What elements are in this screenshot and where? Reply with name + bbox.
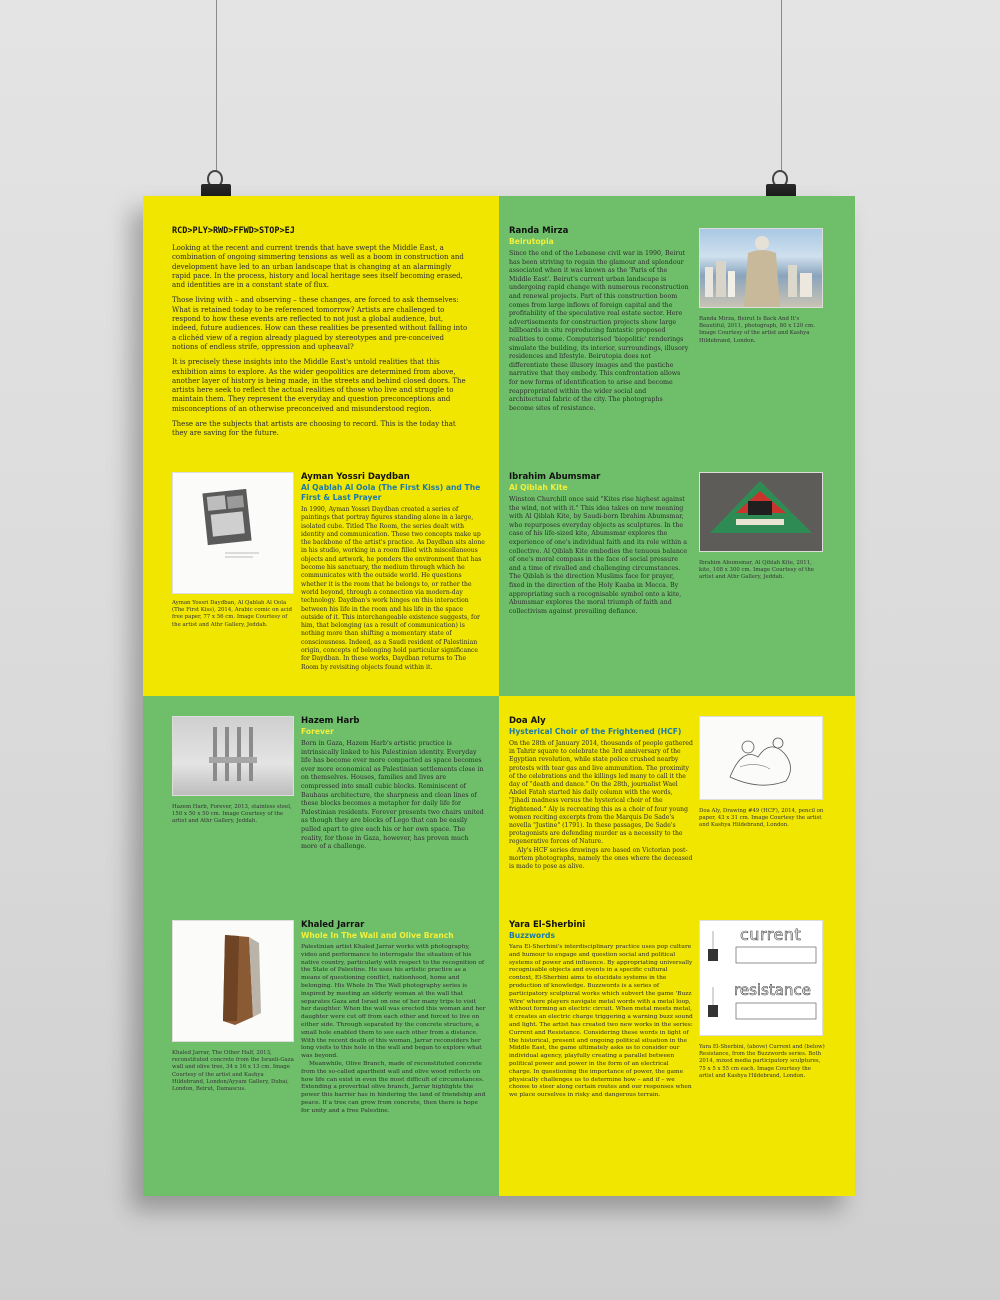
right-hanging-wire <box>781 0 782 172</box>
artwork-title: Beirutopia <box>509 237 554 246</box>
artist-name: Yara El-Sherbini <box>509 920 586 930</box>
artist-name: Randa Mirza <box>509 226 569 236</box>
artist-name: Ibrahim Abumsmar <box>509 472 601 482</box>
artist-name: Ayman Yossri Daydban <box>301 472 410 482</box>
intro-paragraph-4: These are the subjects that artists are choosing to record. This is the today that they are saving for the future. <box>172 420 456 438</box>
panel-yara-el-sherbini <box>499 906 855 1196</box>
artist-description: Palestinian artist Khaled Jarrar works with photography, video and performance to interrogate the situation of his native country, particularly with respect to the recognition of the State of Palestine. He uses his artistic practice as a means of questioning conflict, nationhood, home and belonging. His Whole In The Wall photography series is inspired by meeting an elderly woman at the wall that separates Gaza and Israel on one of her many trips to visit her daughter. When the wall was erected this woman and her daughter were cut off from each other and forced to live on either side. Through separated by the concrete structure, a small hole enabled them to see each other from a distance. With the recent death of this woman, Jarrar reconsiders her long visits to this hole in the wall and began to explore what was beyond. <box>301 944 486 1060</box>
artist-name: Hazem Harb <box>301 716 360 726</box>
artwork-title: Whole In The Wall and Olive Branch <box>301 931 454 940</box>
panel-randa-mirza <box>499 196 855 446</box>
artwork-image-hcf-drawing <box>699 716 823 800</box>
artwork-caption: Hazem Harb, Forever, 2013, stainless steel, 150 x 50 x 50 cm. Image Courtesy of the artist and Athr Gallery, Jeddah. <box>172 804 292 825</box>
artwork-title: Hysterical Choir of the Frightened (HCF) <box>509 727 682 736</box>
intro-paragraph-3: It is precisely these insights into the Middle East's untold realities that this exhibition aims to explore. As the wider geopolitics are determined from above, another layer of history is being made, in the streets and behind closed doors. The artists here seek to reflect the actual realities of those who live and struggle to maintain them. They represent the everyday and question preconceptions and misconceptions of an otherwise preconceived and misunderstood region. <box>172 358 466 413</box>
panel-khaled-jarrar <box>143 906 499 1196</box>
artwork-image-qiblah-kite <box>699 472 823 552</box>
artist-description: Yara El-Sherbini's interdisciplinary practice uses pop culture and humour to engage and question social and political systems of power and influence. By appropriating universally recognisable objects and events in a specific cultural context, El-Sherbini aims to elucidate systems in the production of knowledge. Buzzwords is a series of participatory sculptural works which subvert the game 'Buzz Wire' where players navigate metal words with a metal loop, without forming an electric circuit. When metal meets metal, it creates an electric charge triggering a warning buzz sound and light. The artist has created two new works in the series: Current and Resistance. Considering these words in light of the historical, present and ongoing political situation in the Middle East, the game ultimately asks us to consider our individual agency, playfully creating a parallel between political power and power in the form of an electrical charge. In questioning the importance of power, the game physically challenges us to determine how – and if – we choose to steer along certain routes and our responses when we place ourselves in risky and dangerous terrain. <box>509 944 693 1099</box>
intro-paragraph-2: Those living with – and observing – these changes, are forced to ask themselves: What is retained today to be referenced tomorrow? Artists are challenged to respond to how these events are reflected to not just a global audience, but, indeed, future audiences. How can these realities be presented without falling into a clichéd view of a region already plagued by stereotypes and pre-conceived notions of endless strife, oppression and upheaval? <box>172 296 468 351</box>
left-hanging-wire <box>216 0 217 172</box>
artwork-image-first-kiss <box>172 472 294 594</box>
artwork-caption: Ibrahim Abumsmar, Al Qiblah Kite, 2011, kite, 108 x 300 cm. Image Courtesy of the artist and Athr Gallery, Jeddah. <box>699 560 814 581</box>
artwork-caption: Yara El-Sherbini, (above) Current and (below) Resistance, from the Buzzwords series. Both 2014, mixed media participatory sculptures, 75 x 5 x 55 cm each. Image Courtesy the artist and Kashya Hildebrand, London. <box>699 1044 825 1079</box>
artist-description: Born in Gaza, Hazem Harb's artistic practice is intrinsically linked to his Palestinian identity. Everyday life has become ever more compacted as space becomes ever more economical as Palestinian settlements close in on themselves. Houses, families and lives are compressed into small cubic blocks. Reminiscent of Bauhaus architecture, the sharpness and clean lines of these blocks becomes a metaphor for daily life for Palestinian residents. Forever presents two chairs united as though they are blocks of Lego that can be easily pulled apart to give each his or her own space. The reality, for those in Gaza, however, has proven much more of a challenge. <box>301 740 484 851</box>
artwork-image-the-other-half <box>172 920 294 1042</box>
artwork-caption: Khaled Jarrar, The Other Half, 2013, reconstituted concrete from the Israeli-Gaza wall and olive tree, 34 x 16 x 13 cm. Image Courtesy of the artist and Kashya Hildebrand, London/Ayyam Gallery, Dubai, London, Beirut, Damascus. <box>172 1050 294 1093</box>
artwork-image-beirutopia <box>699 228 823 308</box>
artist-description: Winston Churchill once said "Kites rise highest against the wind, not with it." This idea takes on new meaning with Al Qiblah Kite, by Saudi-born Ibrahim Abumsmar, who repurposes everyday objects as sculptures. In the case of his life-sized kite, Abumsmar explores the experience of one's individual faith and its role within a collective. Al Qiblah Kite embodies the tenuous balance of one's moral compass in the face of social pressure and a time of rivalled and challenging circumstances. The Qiblah is the direction Muslims face for prayer, fixed in the direction of the Holy Kaaba in Mecca. By appropriating such a recognisable symbol onto a kite, Abumsmar explores the moral triumph of faith and collectivism against prevailing defiance. <box>509 496 688 615</box>
artist-description-continued: Aly's HCF series drawings are based on Victorian post-mortem photographs, namely the ones where the deceased is made to pose as alive. <box>509 846 693 871</box>
artwork-image-buzzwords <box>699 920 823 1036</box>
artwork-title: Buzzwords <box>509 931 555 940</box>
artist-name: Doa Aly <box>509 716 546 726</box>
artist-description: On the 28th of January 2014, thousands of people gathered in Tahrir square to celebrate the 3rd anniversary of the Egyptian revolution, while state police crushed nearby protests with tear gas and live ammunition. The proximity of the celebrations and the killings led many to call it the day of "death and dance." On the 28th, journalist Wael Abdel Fatah started his daily column with the words, "Jihadi madness versus the hysterical choir of the frightened." Aly is recreating this as a choir of four young women reciting excerpts from the Marquis De Sade's novella "Justine" (1791). In these passages, De Sade's protagonists are defending murder as a necessity to the regenerative forces of Nature. <box>509 740 693 846</box>
artist-description-continued: Meanwhile, Olive Branch, made of reconstituted concrete from the so-called apartheid wall and olive wood reflects on how life can exist in even the most difficult of circumstances. Extending a proverbial olive branch, Jarrar highlights the power this barrier has in hindering the land of friendship and peace. If a tree can grow from concrete, then there is hope for unity and a free Palestine. <box>301 1060 486 1114</box>
artwork-caption: Doa Aly, Drawing #49 (HCF), 2014, pencil on paper, 43 x 31 cm. Image Courtesy the artist and Kashya Hildebrand, London. <box>699 808 824 829</box>
artist-description: Since the end of the Lebanese civil war in 1990, Beirut has been striving to regain the glamour and splendour associated when it was known as the 'Paris of the Middle East'. Beirut's current urban landscape is undergoing rapid change with numerous reconstruction and renewal projects. Part of this construction boom comes from large inflows of foreign capital and the profitability of the speculative real estate sector. Here advertisements for construction projects show large billboards in situ reproducing fantastic proposed realities to come. Computerised 'biopolitic' renderings simulate the building, its interior, surroundings, illusory residences and lifestyle. Beirutopia does not differentiate these illusory images and the pastiche narrative that they embody. This confrontation allows for new forms of identification to arise and become reappropriated within the wider social and architectural fabric of the city. The photographs become sites of resistance. <box>509 250 689 412</box>
artist-name: Khaled Jarrar <box>301 920 365 930</box>
artwork-image-forever <box>172 716 294 796</box>
buzzword-resistance: resistance <box>734 981 811 999</box>
artist-description: In 1990, Ayman Yossri Daydban created a series of paintings that portray figures standing alone in a large, isolated cube. Titled The Room, the series dealt with identity and communication. These two concepts make up the backbone of the artist's practice. As Daydban sits alone in his studio, working in a room filled with miscellaneous objects and artwork, he ponders the environment that has become his sanctuary, the medium through which he communicates with the outside world. He questions whether it is the room that he belongs to, or rather the world beyond, through a connection via modern-day technology. Daydban's work hinges on this interaction between his life in the room and his life in the space outside of it. This interchangeable existence suggests, for him, that belonging (as a result of communication) is nothing more than shifting a momentary state of consciousness. Indeed, as a Saudi resident of Palestinian origin, concepts of belonging hold particular significance for Daydban. In these works, Daydban returns to The Room by revisiting objects found within it. <box>301 506 485 671</box>
intro-paragraph-1: Looking at the recent and current trends that have swept the Middle East, a combination of ongoing simmering tensions as well as a boom in construction and development have led to an urban landscape that is changing at an alarmingly rapid pace. In the process, history and local heritage sees itself becoming erased, and identities are in a constant state of flux. <box>172 244 464 290</box>
exhibition-title: RCD>PLY>RWD>FFWD>STOP>EJ <box>172 226 295 236</box>
artwork-title: Forever <box>301 727 334 736</box>
artwork-caption: Randa Mirza, Beirut Is Back And It's Beautiful, 2011, photograph, 80 x 120 cm. Image Courtesy of the artist and Kashya Hildebrand, London. <box>699 316 815 344</box>
artwork-title: Al Qablah Al Oola (The First Kiss) and The First & Last Prayer <box>301 483 481 502</box>
panel-ibrahim-abumsmar <box>499 446 855 696</box>
panel-ayman-yossri-daydban <box>143 446 499 696</box>
artwork-caption: Ayman Yossri Daydban, Al Qablah Al Oola (The First Kiss), 2014, Arabic comic on acid free paper, 77 x 56 cm. Image Courtesy of the artist and Athr Gallery, Jeddah. <box>172 600 292 628</box>
buzzword-current: current <box>740 925 802 944</box>
panel-doa-aly <box>499 696 855 906</box>
exhibition-poster <box>143 196 855 1196</box>
panel-hazem-harb <box>143 696 499 906</box>
artwork-title: Al Qiblah Kite <box>509 483 568 492</box>
